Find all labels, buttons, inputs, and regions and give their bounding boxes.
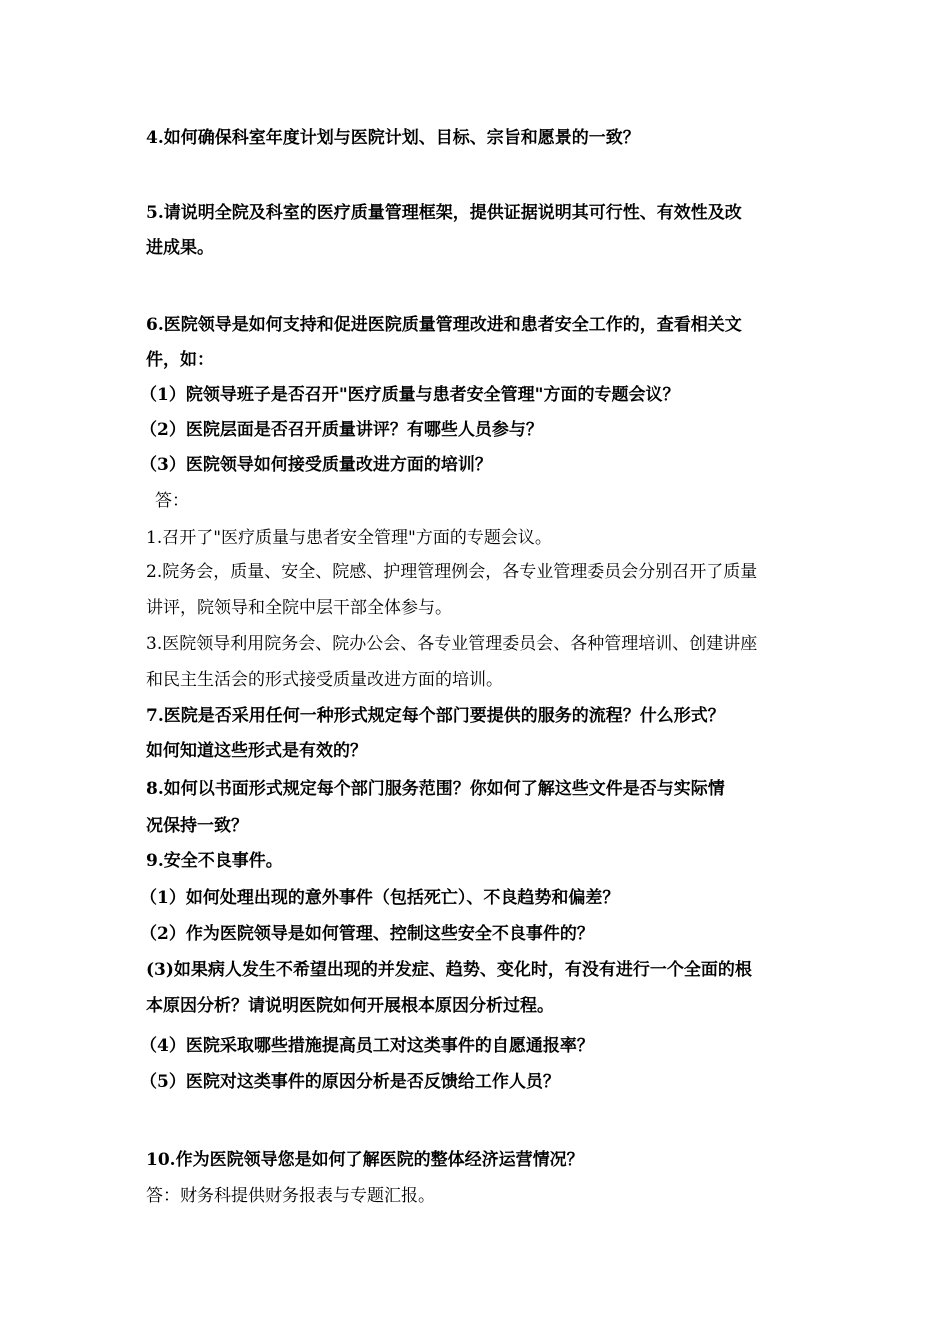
question-7-line-2: 如何知道这些形式是有效的？ bbox=[146, 741, 367, 761]
question-9-sub-1: （1）如何处理出现的意外事件（包括死亡）、不良趋势和偏差？ bbox=[140, 888, 620, 908]
question-5-line-2: 进成果。 bbox=[146, 238, 214, 258]
question-6-line-1: 6.医院领导是如何支持和促进医院质量管理改进和患者安全工作的，查看相关文 bbox=[146, 315, 742, 335]
question-6-answer-1: 1.召开了"医疗质量与患者安全管理"方面的专题会议。 bbox=[146, 528, 552, 548]
question-10-answer: 答：财务科提供财务报表与专题汇报。 bbox=[146, 1186, 435, 1206]
question-6-answer-3-line-2: 和民主生活会的形式接受质量改进方面的培训。 bbox=[146, 670, 503, 690]
question-9-sub-4: （4）医院采取哪些措施提高员工对这类事件的自愿通报率？ bbox=[140, 1036, 594, 1056]
question-9-sub-3-line-2: 本原因分析？请说明医院如何开展根本原因分析过程。 bbox=[146, 996, 554, 1016]
question-5-line-1: 5.请说明全院及科室的医疗质量管理框架，提供证据说明其可行性、有效性及改 bbox=[146, 203, 742, 223]
question-7-line-1: 7.医院是否采用任何一种形式规定每个部门要提供的服务的流程？什么形式？ bbox=[146, 706, 725, 726]
question-6-answer-2-line-1: 2.院务会，质量、安全、院感、护理管理例会，各专业管理委员会分别召开了质量 bbox=[146, 562, 758, 582]
question-6-answer-2-line-2: 讲评，院领导和全院中层干部全体参与。 bbox=[146, 598, 452, 618]
question-9-sub-3-line-1: (3)如果病人发生不希望出现的并发症、趋势、变化时，有没有进行一个全面的根 bbox=[146, 960, 752, 980]
question-6-answer-label: 答： bbox=[155, 491, 189, 511]
question-9-title: 9.安全不良事件。 bbox=[146, 851, 283, 871]
question-4: 4.如何确保科室年度计划与医院计划、目标、宗旨和愿景的一致？ bbox=[146, 128, 640, 148]
question-6-answer-3-line-1: 3.医院领导利用院务会、院办公会、各专业管理委员会、各种管理培训、创建讲座 bbox=[146, 634, 758, 654]
question-6-line-2: 件，如： bbox=[146, 350, 214, 370]
question-8-line-2: 况保持一致？ bbox=[146, 816, 248, 836]
question-8-line-1: 8.如何以书面形式规定每个部门服务范围？你如何了解这些文件是否与实际情 bbox=[146, 779, 725, 799]
question-6-sub-3: （3）医院领导如何接受质量改进方面的培训？ bbox=[140, 455, 492, 475]
question-10-title: 10.作为医院领导您是如何了解医院的整体经济运营情况？ bbox=[146, 1150, 584, 1170]
question-6-sub-1: （1）院领导班子是否召开"医疗质量与患者安全管理"方面的专题会议？ bbox=[140, 385, 680, 405]
question-6-sub-2: （2）医院层面是否召开质量讲评？有哪些人员参与？ bbox=[140, 420, 543, 440]
question-9-sub-5: （5）医院对这类事件的原因分析是否反馈给工作人员？ bbox=[140, 1072, 560, 1092]
question-9-sub-2: （2）作为医院领导是如何管理、控制这些安全不良事件的？ bbox=[140, 924, 594, 944]
